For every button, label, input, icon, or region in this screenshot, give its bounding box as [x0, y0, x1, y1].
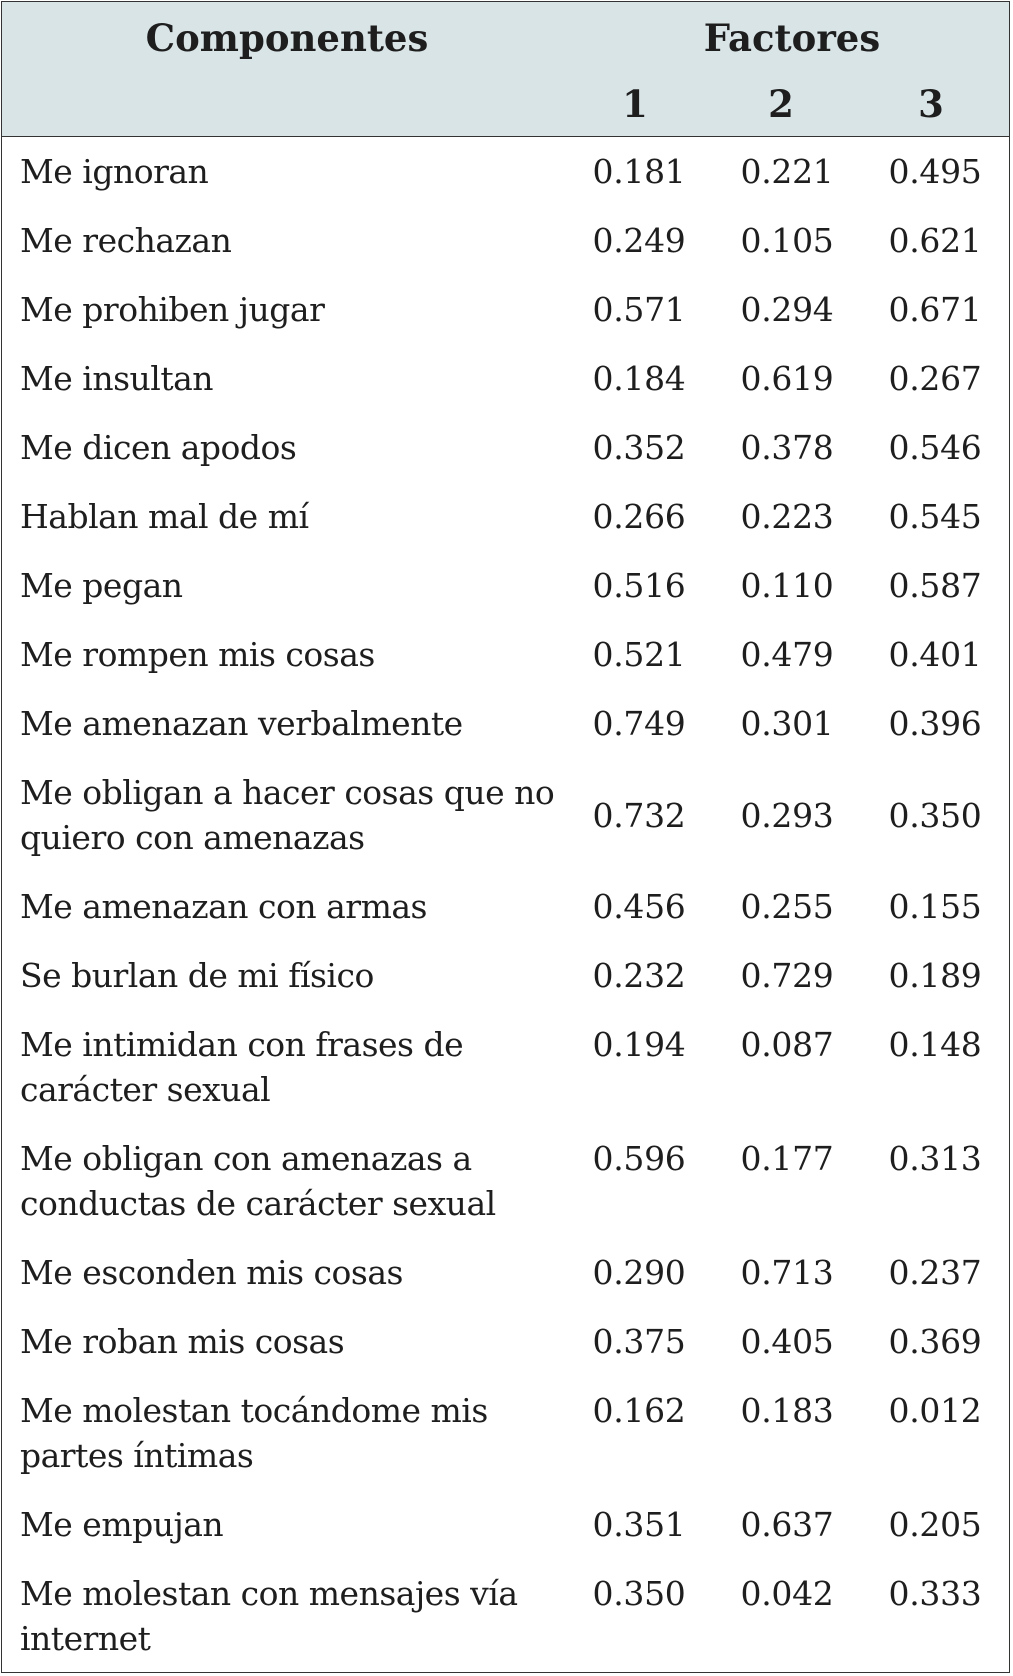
row-label: Se burlan de mi físico — [20, 956, 374, 995]
factor-1-value: 0.350 — [592, 1574, 686, 1613]
factor-1-value: 0.732 — [592, 795, 686, 835]
factor-2-value: 0.619 — [740, 359, 834, 398]
factor-3-value: 0.621 — [888, 221, 982, 260]
table-row — [2, 551, 1009, 620]
factor-3-value: 0.495 — [888, 152, 982, 191]
factor-2-value: 0.042 — [740, 1574, 834, 1613]
factor-1-value: 0.516 — [592, 566, 686, 605]
table-row — [2, 689, 1009, 758]
factor-3-value: 0.155 — [888, 887, 982, 926]
factor-3-value: 0.267 — [888, 359, 982, 398]
row-label: Me amenazan verbalmente — [20, 704, 463, 743]
factor-2-value: 0.223 — [740, 497, 834, 536]
table-header — [2, 2, 1009, 137]
factor-3-value: 0.545 — [888, 497, 982, 536]
factor-loadings-table — [1, 1, 1010, 1673]
row-label: Me intimidan con frases de carácter sexual — [20, 1025, 464, 1109]
header-factors: Factores — [703, 16, 881, 60]
factor-2-value: 0.105 — [740, 221, 834, 260]
row-label: Me molestan con mensajes vía internet — [20, 1574, 518, 1658]
factor-2-value: 0.637 — [740, 1505, 834, 1544]
table-row — [2, 1238, 1009, 1307]
row-label: Me roban mis cosas — [20, 1322, 345, 1361]
table-row — [2, 872, 1009, 941]
factor-1-value: 0.181 — [592, 152, 686, 191]
factor-1-value: 0.571 — [592, 290, 686, 329]
factor-3-value: 0.671 — [888, 290, 982, 329]
factor-3-value: 0.587 — [888, 566, 982, 605]
factor-3-value: 0.012 — [888, 1391, 982, 1430]
table-row — [2, 344, 1009, 413]
table-row — [2, 206, 1009, 275]
factor-1-value: 0.290 — [592, 1253, 686, 1292]
factor-1-value: 0.194 — [592, 1025, 686, 1064]
factor-3-value: 0.333 — [888, 1574, 982, 1613]
factor-3-value: 0.369 — [888, 1322, 982, 1361]
row-label: Me obligan con amenazas a conductas de carácter sexual — [20, 1139, 496, 1223]
factor-3-value: 0.237 — [888, 1253, 982, 1292]
factor-2-value: 0.293 — [740, 795, 834, 835]
table-row — [2, 941, 1009, 1010]
row-label: Me esconden mis cosas — [20, 1253, 403, 1292]
table-row — [2, 413, 1009, 482]
header-components: Componentes — [145, 16, 429, 60]
header-factor-2: 2 — [768, 82, 794, 126]
table-row — [2, 1376, 1009, 1490]
factor-2-value: 0.221 — [740, 152, 834, 191]
row-label: Hablan mal de mí — [20, 497, 309, 536]
row-label: Me insultan — [20, 359, 214, 398]
row-label: Me dicen apodos — [20, 428, 297, 467]
row-label: Me prohiben jugar — [20, 290, 325, 329]
factor-3-value: 0.396 — [888, 704, 982, 743]
table-row — [2, 482, 1009, 551]
table-row — [2, 275, 1009, 344]
factor-2-value: 0.479 — [740, 635, 834, 674]
factor-3-value: 0.205 — [888, 1505, 982, 1544]
factor-1-value: 0.184 — [592, 359, 686, 398]
table-row — [2, 620, 1009, 689]
factor-3-value: 0.189 — [888, 956, 982, 995]
row-label: Me ignoran — [20, 152, 209, 191]
factor-2-value: 0.177 — [740, 1139, 834, 1178]
header-factor-3: 3 — [918, 82, 944, 126]
factor-1-value: 0.249 — [592, 221, 686, 260]
row-label: Me rompen mis cosas — [20, 635, 375, 674]
factor-2-value: 0.378 — [740, 428, 834, 467]
table-row — [2, 1307, 1009, 1376]
factor-1-value: 0.162 — [592, 1391, 686, 1430]
factor-2-value: 0.183 — [740, 1391, 834, 1430]
row-label: Me pegan — [20, 566, 183, 605]
factor-1-value: 0.375 — [592, 1322, 686, 1361]
table-body — [2, 137, 1009, 1673]
factor-3-value: 0.350 — [888, 795, 982, 835]
table-row — [2, 1124, 1009, 1238]
factor-2-value: 0.729 — [740, 956, 834, 995]
factor-2-value: 0.294 — [740, 290, 834, 329]
table-row — [2, 137, 1009, 206]
factor-2-value: 0.713 — [740, 1253, 834, 1292]
factor-3-value: 0.401 — [888, 635, 982, 674]
factor-1-value: 0.596 — [592, 1139, 686, 1178]
factor-3-value: 0.148 — [888, 1025, 982, 1064]
factor-1-value: 0.351 — [592, 1505, 686, 1544]
table-row — [2, 758, 1009, 872]
row-label: Me empujan — [20, 1505, 224, 1544]
factor-1-value: 0.266 — [592, 497, 686, 536]
header-factor-1: 1 — [622, 82, 648, 126]
factor-1-value: 0.749 — [592, 704, 686, 743]
factor-2-value: 0.255 — [740, 887, 834, 926]
factor-1-value: 0.521 — [592, 635, 686, 674]
row-label: Me obligan a hacer cosas que no quiero con amenazas — [20, 773, 555, 857]
factor-2-value: 0.087 — [740, 1025, 834, 1064]
factor-1-value: 0.456 — [592, 887, 686, 926]
factor-3-value: 0.313 — [888, 1139, 982, 1178]
table-row — [2, 1010, 1009, 1124]
row-label: Me rechazan — [20, 221, 232, 260]
factor-2-value: 0.405 — [740, 1322, 834, 1361]
row-label: Me molestan tocándome mis partes íntimas — [20, 1391, 488, 1475]
factor-2-value: 0.301 — [740, 704, 834, 743]
factor-3-value: 0.546 — [888, 428, 982, 467]
row-label: Me amenazan con armas — [20, 887, 427, 926]
factor-1-value: 0.232 — [592, 956, 686, 995]
factor-2-value: 0.110 — [740, 566, 834, 605]
table-row — [2, 1490, 1009, 1559]
table-row — [2, 1559, 1009, 1673]
factor-1-value: 0.352 — [592, 428, 686, 467]
